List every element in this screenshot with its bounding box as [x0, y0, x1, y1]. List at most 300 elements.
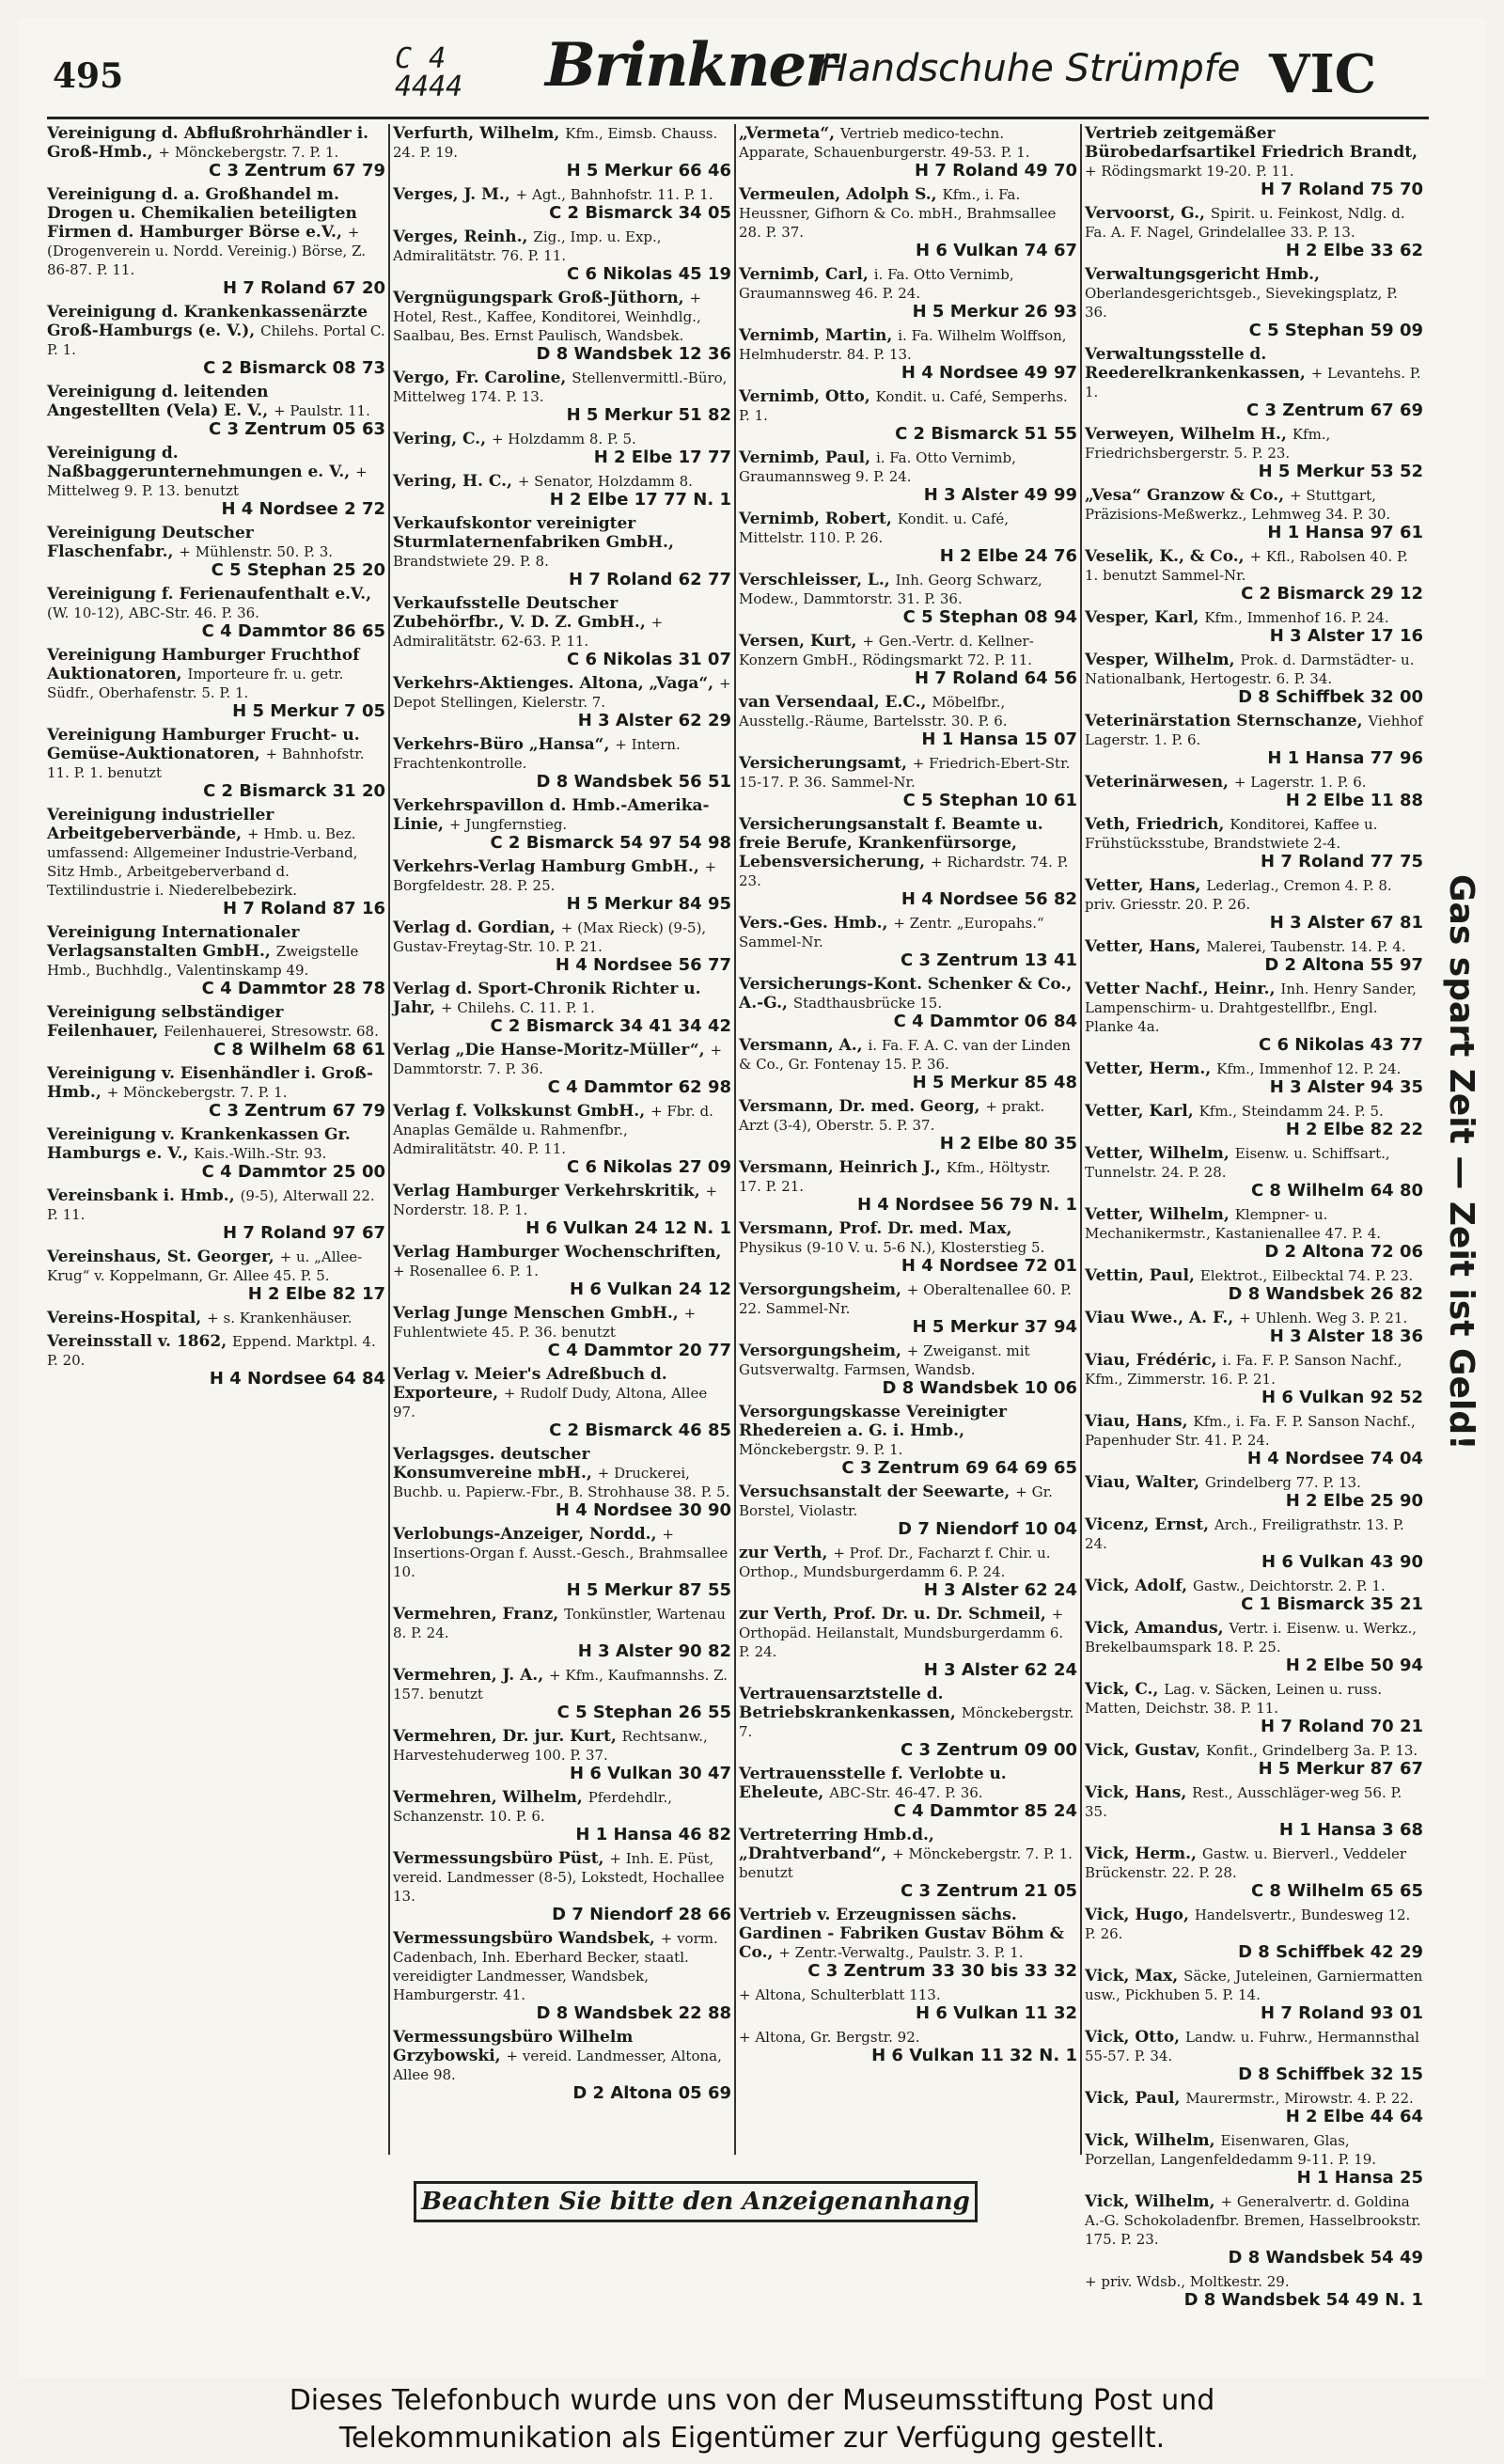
- directory-entry: [739, 1403, 1077, 1478]
- directory-entry: [739, 265, 1077, 322]
- directory-entry: [1085, 265, 1423, 340]
- directory-entry: [1085, 1102, 1423, 1139]
- entry-name: „Vermeta“,: [739, 124, 840, 143]
- entry-name: Vergo, Fr. Caroline,: [393, 369, 572, 387]
- entry-name: Vering, H. C.,: [393, 472, 518, 491]
- entry-name: Verges, Reinh.,: [393, 228, 534, 246]
- entry-name: Vetter, Karl,: [1085, 1102, 1199, 1121]
- entry-name: Vernimb, Otto,: [739, 387, 876, 406]
- entry-address: + u. „Allee-Krug“ v. Koppelmann, Gr. Allee 45. P. 5.: [47, 1248, 363, 1284]
- entry-name: van Versendaal, E.C.,: [739, 693, 932, 712]
- directory-entry: [393, 1102, 731, 1177]
- entry-address: Konditorei, Kaffee u. Frühstücksstube, Brandstwiete 2-4.: [1085, 816, 1378, 852]
- entry-phone: C 2 Bismarck 29 12: [1241, 584, 1423, 604]
- directory-entry: [739, 1826, 1077, 1901]
- entry-name: „Vesa“ Granzow & Co.,: [1085, 486, 1290, 505]
- entry-address: (W. 10-12), ABC-Str. 46. P. 36.: [47, 604, 259, 621]
- entry-phone: H 3 Alster 17 16: [1269, 626, 1423, 646]
- directory-entry: [1085, 1059, 1423, 1097]
- entry-phone: H 3 Alster 62 24: [923, 1660, 1077, 1680]
- directory-entry: [47, 1186, 385, 1243]
- entry-address: + Paulstr. 11.: [274, 402, 370, 419]
- entry-address: Stadthausbrücke 15.: [792, 995, 943, 1012]
- directory-entry: [393, 228, 731, 284]
- directory-entry: [393, 514, 731, 589]
- entry-phone: H 6 Vulkan 74 67: [916, 241, 1077, 260]
- entry-phone: H 7 Roland 64 56: [915, 668, 1077, 688]
- entry-name: Versicherungsanstalt f. Beamte u. freie Berufe, Krankenfürsorge, Lebensversicherung,: [739, 815, 1043, 871]
- entry-address: Elektrot., Eilbecktal 74. P. 23.: [1199, 1267, 1414, 1284]
- entry-phone: C 4 Dammtor 62 98: [547, 1077, 731, 1097]
- entry-phone: D 8 Schiffbek 32 00: [1238, 687, 1423, 707]
- directory-entry: [1085, 2089, 1423, 2127]
- entry-phone: H 4 Nordsee 56 77: [555, 955, 731, 975]
- directory-entry: [1085, 1577, 1423, 1614]
- entry-name: Vick, Hans,: [1085, 1783, 1193, 1802]
- directory-entry: [1085, 425, 1423, 481]
- entry-name: Verlag d. Sport-Chronik Richter u. Jahr,: [393, 980, 701, 1017]
- entry-name: Vick, Herm.,: [1085, 1844, 1202, 1863]
- entry-name: zur Verth, Prof. Dr. u. Dr. Schmeil,: [739, 1605, 1052, 1624]
- entry-phone: C 8 Wilhelm 64 80: [1250, 1181, 1423, 1201]
- entry-phone: H 1 Hansa 25: [1296, 2168, 1423, 2188]
- entry-address: + Mönckebergstr. 7. P. 1. benutzt: [739, 1845, 1073, 1881]
- entry-name: Vernimb, Martin,: [739, 326, 899, 345]
- entry-address: Konfit., Grindelberg 3a. P. 13.: [1205, 1742, 1418, 1759]
- entry-phone: H 6 Vulkan 24 12 N. 1: [525, 1218, 731, 1238]
- entry-address: i. Fa. Otto Vernimb, Graumannsweg 46. P. 24.: [739, 266, 1014, 302]
- entry-phone: C 3 Zentrum 33 30 bis 33 32: [807, 1961, 1077, 1981]
- entry-name: Verlag f. Volkskunst GmbH.,: [393, 1102, 651, 1121]
- entry-phone: H 7 Roland 62 77: [569, 570, 731, 589]
- directory-entry: [739, 975, 1077, 1031]
- entry-address: + Zentr. „Europahs.“ Sammel-Nr.: [739, 915, 1044, 950]
- directory-entry: [47, 303, 385, 378]
- entry-phone: H 2 Elbe 25 90: [1285, 1491, 1423, 1511]
- entry-address: + Rödingsmarkt 19-20. P. 11.: [1085, 163, 1294, 180]
- directory-entry: [47, 185, 385, 298]
- entry-name: Vereinigung d. Naßbaggerunternehmungen e. V.,: [47, 444, 356, 481]
- entry-address: + Mittelweg 9. P. 13. benutzt: [47, 463, 368, 499]
- brand-subtitle: Handschuhe Strümpfe: [820, 47, 1241, 90]
- directory-entry: [393, 1243, 731, 1299]
- entry-phone: H 7 Roland 93 01: [1261, 2003, 1423, 2023]
- entry-phone: H 3 Alster 94 35: [1269, 1077, 1423, 1097]
- entry-name: Vermehren, Franz,: [393, 1605, 565, 1624]
- entry-name: Vick, C.,: [1085, 1680, 1165, 1699]
- entry-name: Vereinigung Internationaler Verlagsanstalten GmbH.,: [47, 923, 300, 961]
- directory-entry: [739, 124, 1077, 180]
- entry-address: Grindelberg 77. P. 13.: [1204, 1474, 1361, 1491]
- entry-name: Vick, Adolf,: [1085, 1577, 1193, 1595]
- entry-address: + Zentr.-Verwaltg., Paulstr. 3. P. 1.: [778, 1944, 1024, 1961]
- directory-entry: [393, 289, 731, 364]
- entry-address: + Mönckebergstr. 7. P. 1.: [158, 144, 339, 161]
- entry-name: Verlag d. Gordian,: [393, 918, 561, 937]
- entry-name: Veselik, K., & Co.,: [1085, 547, 1250, 566]
- entry-address: + Gen.-Vertr. d. Kellner-Konzern GmbH., Rödingsmarkt 72. P. 11.: [739, 633, 1034, 668]
- entry-address: i. Fa. F. P. Sanson Nachf., Kfm., Zimmerstr. 16. P. 21.: [1085, 1352, 1402, 1388]
- directory-entry: [739, 754, 1077, 810]
- entry-address: + Friedrich-Ebert-Str. 15-17. P. 36. Sammel-Nr.: [739, 755, 1071, 791]
- entry-phone: C 4 Dammtor 86 65: [201, 621, 385, 641]
- entry-phone: H 5 Merkur 26 93: [912, 302, 1077, 322]
- directory-entry: [47, 923, 385, 998]
- directory-entry: [1085, 980, 1423, 1055]
- entry-phone: H 5 Merkur 66 46: [566, 161, 731, 180]
- entry-phone: D 7 Niendorf 28 66: [552, 1905, 731, 1924]
- directory-entry: [47, 585, 385, 641]
- directory-entry: [1085, 1309, 1423, 1346]
- directory-entry: [739, 632, 1077, 688]
- entry-address: + Mönckebergstr. 7. P. 1.: [106, 1084, 288, 1101]
- directory-entry: [1085, 1351, 1423, 1407]
- entry-name: Vereinsbank i. Hmb.,: [47, 1186, 241, 1205]
- entry-name: Vetter, Hans,: [1085, 876, 1207, 895]
- entry-phone: C 5 Stephan 25 20: [211, 560, 385, 580]
- entry-phone: H 5 Merkur 84 95: [566, 894, 731, 914]
- entry-address: Eisenwaren, Glas, Porzellan, Langenfeldedamm 9-11. P. 19.: [1085, 2132, 1377, 2168]
- entry-address: + Levantehs. P. 1.: [1085, 365, 1421, 400]
- entry-name: Verwaltungsstelle d. Reederelkrankenkassen,: [1085, 345, 1311, 383]
- entry-address: i. Fa. F. A. C. van der Linden & Co., Gr. Fontenay 15. P. 36.: [739, 1037, 1071, 1073]
- entry-address: + Orthopäd. Heilanstalt, Mundsburgerdamm 6. P. 24.: [739, 1606, 1064, 1660]
- entry-address: + Fbr. d. Anaplas Gemälde u. Rahmenfbr., Admiralitätstr. 40. P. 11.: [393, 1103, 713, 1157]
- directory-entry: [393, 735, 731, 792]
- entry-address: Mönckebergstr. 7.: [739, 1704, 1074, 1740]
- directory-entry: [739, 1483, 1077, 1539]
- directory-entry: [1085, 1783, 1423, 1840]
- entry-phone: H 2 Elbe 17 77: [593, 447, 731, 467]
- entry-phone: D 8 Schiffbek 42 29: [1238, 1942, 1423, 1962]
- directory-entry: [393, 1788, 731, 1844]
- entry-name: Vetter, Wilhelm,: [1085, 1144, 1235, 1163]
- directory-entry: [47, 1332, 385, 1389]
- entry-name: Versicherungs-Kont. Schenker & Co., A.-G.,: [739, 975, 1073, 1012]
- entry-address: + Zweiganst. mit Gutsverwaltg. Farmsen, Wandsb.: [739, 1342, 1030, 1378]
- directory-entry: [393, 1605, 731, 1661]
- directory-entry: [47, 124, 385, 180]
- entry-phone: C 3 Zentrum 67 79: [208, 161, 385, 180]
- entry-phone: H 7 Roland 67 20: [223, 278, 385, 298]
- entry-phone: H 1 Hansa 15 07: [921, 730, 1077, 749]
- entry-phone: D 8 Wandsbek 56 51: [536, 772, 731, 792]
- directory-entry: [739, 326, 1077, 383]
- entry-address: Kondit. u. Café, Semperhs. P. 1.: [739, 388, 1068, 424]
- entry-name: Vick, Gustav,: [1085, 1741, 1206, 1760]
- entry-phone: D 8 Wandsbek 12 36: [536, 344, 731, 364]
- entry-name: Verschleisser, L.,: [739, 571, 896, 589]
- entry-address: Kfm., Höltystr. 17. P. 21.: [739, 1159, 1051, 1195]
- directory-entry: [1085, 876, 1423, 933]
- directory-entry: [393, 1525, 731, 1600]
- entry-phone: H 2 Elbe 17 77 N. 1: [549, 490, 731, 510]
- directory-entry: [393, 796, 731, 853]
- entry-phone: C 6 Nikolas 27 09: [566, 1157, 731, 1177]
- entry-address: Spirit. u. Feinkost, Ndlg. d. Fa. A. F. Nagel, Grindelallee 33. P. 13.: [1085, 205, 1405, 241]
- page-number: 495: [53, 56, 124, 96]
- entry-phone: C 4 Dammtor 06 84: [893, 1012, 1077, 1031]
- entry-address: + Altona, Gr. Bergstr. 92.: [739, 2029, 920, 2046]
- entry-name: Versuchsanstalt der Seewarte,: [739, 1483, 1016, 1501]
- directory-entry: [47, 1003, 385, 1059]
- entry-address: + Insertions-Organ f. Ausst.-Gesch., Brahmsallee 10.: [393, 1526, 728, 1580]
- entry-name: Versmann, Prof. Dr. med. Max,: [739, 1219, 1012, 1238]
- entry-name: Vereins-Hospital,: [47, 1309, 208, 1327]
- directory-entry: [1085, 712, 1423, 768]
- directory-entry: [393, 1727, 731, 1783]
- entry-address: Kfm., i. Fa. Heussner, Gifhorn & Co. mbH., Brahmsallee 28. P. 37.: [739, 186, 1057, 241]
- directory-entry: [739, 510, 1077, 566]
- directory-entry: [47, 1248, 385, 1304]
- entry-phone: C 2 Bismarck 34 41 34 42: [490, 1016, 731, 1036]
- entry-address: + Intern. Frachtenkontrolle.: [393, 736, 681, 772]
- entry-address: Vertr. i. Eisenw. u. Werkz., Brekelbaumspark 18. P. 25.: [1085, 1620, 1417, 1656]
- entry-name: Vetter, Wilhelm,: [1085, 1205, 1235, 1224]
- entry-phone: D 2 Altona 72 06: [1264, 1242, 1423, 1262]
- entry-name: Vereinigung Deutscher Flaschenfabr.,: [47, 524, 254, 561]
- directory-entry: [393, 1365, 731, 1440]
- directory-entry: [47, 444, 385, 519]
- entry-name: Viau, Hans,: [1085, 1412, 1194, 1431]
- entry-name: Vick, Otto,: [1085, 2028, 1186, 2047]
- directory-entry: [393, 980, 731, 1036]
- entry-name: Veterinärstation Sternschanze,: [1085, 712, 1369, 730]
- entry-phone: H 6 Vulkan 92 52: [1261, 1388, 1423, 1407]
- entry-phone: H 5 Merkur 7 05: [232, 701, 385, 721]
- entry-phone: H 3 Alster 62 29: [577, 711, 731, 730]
- directory-entry: [1085, 651, 1423, 707]
- entry-name: Vering, C.,: [393, 430, 492, 448]
- entry-address: + Rudolf Dudy, Altona, Allee 97.: [393, 1385, 708, 1420]
- entry-phone: D 8 Schiffbek 32 15: [1238, 2064, 1423, 2084]
- entry-name: Viau Wwe., A. F.,: [1085, 1309, 1240, 1327]
- entry-name: Verkaufsstelle Deutscher Zubehörfbr., V. D. Z. GmbH.,: [393, 594, 651, 632]
- directory-entry: [393, 1445, 731, 1520]
- entry-phone: H 6 Vulkan 11 32 N. 1: [871, 2046, 1077, 2065]
- entry-phone: H 7 Roland 70 21: [1261, 1717, 1423, 1736]
- entry-name: Vertrauensarztstelle d. Betriebskrankenkassen,: [739, 1685, 962, 1722]
- entry-name: Verlag „Die Hanse-Moritz-Müller“,: [393, 1041, 711, 1059]
- directory-entry: [1085, 486, 1423, 542]
- entry-address: + Kfm., Kaufmannshs. Z. 157. benutzt: [393, 1667, 728, 1703]
- entry-name: zur Verth,: [739, 1544, 834, 1562]
- entry-name: Vermehren, J. A.,: [393, 1666, 550, 1685]
- directory-entry: [739, 185, 1077, 260]
- entry-phone: H 4 Nordsee 30 90: [555, 1500, 731, 1520]
- entry-name: Verlagsges. deutscher Konsumvereine mbH.,: [393, 1445, 598, 1483]
- entry-address: + vorm. Cadenbach, Inh. Eberhard Becker, staatl. vereidigter Landmesser, Wandsbek, Hamburgerstr. 41.: [393, 1930, 718, 2003]
- directory-entry: [1085, 1741, 1423, 1779]
- column-divider: [388, 124, 390, 2155]
- directory-entry: [739, 2028, 1077, 2065]
- directory-entry: [739, 1906, 1077, 1981]
- entry-phone: C 3 Zentrum 69 64 69 65: [841, 1458, 1077, 1478]
- entry-phone: H 5 Merkur 37 94: [912, 1317, 1077, 1337]
- entry-phone: H 4 Nordsee 49 97: [901, 363, 1077, 383]
- entry-name: Vermessungsbüro Püst,: [393, 1849, 610, 1868]
- entry-address: Zweigstelle Hmb., Buchhdlg., Valentinskamp 49.: [47, 943, 359, 979]
- entry-address: + (Drogenverein u. Nordd. Vereinig.) Börse, Z. 86-87. P. 11.: [47, 224, 366, 278]
- entry-name: Vertrieb v. Erzeugnissen sächs. Gardinen - Fabriken Gustav Böhm & Co.,: [739, 1906, 1065, 1962]
- entry-name: Vereinigung d. leitenden Angestellten (Vela) E. V.,: [47, 383, 274, 420]
- entry-address: + Jungfernstieg.: [448, 816, 568, 833]
- entry-phone: H 1 Hansa 46 82: [575, 1825, 731, 1844]
- directory-entry: [1085, 1144, 1423, 1201]
- entry-name: Vereinsstall v. 1862,: [47, 1332, 233, 1351]
- entry-address: + Mühlenstr. 50. P. 3.: [179, 543, 334, 560]
- directory-entry: [739, 1605, 1077, 1680]
- entry-name: Vers.-Ges. Hmb.,: [739, 914, 894, 933]
- entry-name: Vicenz, Ernst,: [1085, 1515, 1214, 1534]
- entry-phone: D 8 Wandsbek 54 49: [1228, 2248, 1423, 2268]
- directory-entry: [739, 571, 1077, 627]
- entry-phone: H 7 Roland 97 67: [223, 1223, 385, 1243]
- column-1: [47, 124, 385, 2155]
- directory-entry: [1085, 1967, 1423, 2023]
- entry-address: Säcke, Juteleinen, Garniermatten usw., Pickhuben 5. P. 14.: [1085, 1968, 1423, 2003]
- directory-entry: [739, 448, 1077, 505]
- entry-phone: C 2 Bismarck 54 97 54 98: [490, 833, 731, 853]
- side-advert: [1443, 874, 1480, 1626]
- entry-address: ABC-Str. 46-47. P. 36.: [829, 1784, 983, 1801]
- entry-phone: C 2 Bismarck 08 73: [203, 358, 385, 378]
- entry-name: Vetter Nachf., Heinr.,: [1085, 980, 1281, 998]
- directory-entry: [393, 1849, 731, 1924]
- entry-address: Handelsvertr., Bundesweg 12. P. 26.: [1085, 1907, 1411, 1942]
- header-rule: [47, 117, 1429, 119]
- entry-phone: H 3 Alster 18 36: [1269, 1326, 1423, 1346]
- entry-phone: C 4 Dammtor 85 24: [893, 1801, 1077, 1821]
- entry-name: Vermehren, Wilhelm,: [393, 1788, 588, 1807]
- entry-phone: H 6 Vulkan 11 32: [916, 2003, 1077, 2023]
- directory-entry: [47, 1064, 385, 1121]
- entry-name: Verges, J. M.,: [393, 185, 516, 204]
- entry-address: Landw. u. Fuhrw., Hermannsthal 55-57. P. 34.: [1085, 2029, 1419, 2064]
- entry-phone: C 5 Stephan 10 61: [902, 791, 1077, 810]
- directory-entry: [739, 1685, 1077, 1760]
- entry-address: Arch., Freiligrathstr. 13. P. 24.: [1085, 1516, 1404, 1552]
- directory-entry: [1085, 815, 1423, 871]
- entry-address: Gastw., Deichtorstr. 2. P. 1.: [1192, 1577, 1386, 1594]
- entry-name: Vernimb, Carl,: [739, 265, 874, 284]
- entry-address: Pferdehdlr., Schanzenstr. 10. P. 6.: [393, 1789, 672, 1825]
- entry-phone: H 4 Nordsee 56 82: [901, 889, 1077, 909]
- entry-name: Vereinigung v. Krankenkassen Gr. Hamburgs e. V.,: [47, 1125, 351, 1163]
- entry-address: Lag. v. Säcken, Leinen u. russ. Matten, Deichstr. 38. P. 11.: [1085, 1681, 1383, 1717]
- directory-entry: [393, 185, 731, 223]
- entry-address: Lederlag., Cremon 4. P. 8. priv. Griesstr. 20. P. 26.: [1085, 877, 1392, 913]
- page-header: [19, 19, 1485, 103]
- directory-entry: [739, 1544, 1077, 1600]
- entry-address: Importeure fr. u. getr. Südfr., Oberhafenstr. 5. P. 1.: [47, 666, 344, 701]
- entry-name: Versorgungskasse Vereinigter Rhedereien a. G. i. Hmb.,: [739, 1403, 1008, 1440]
- directory-entry: [1085, 2028, 1423, 2084]
- entry-name: Versorgungsheim,: [739, 1342, 907, 1360]
- entry-address: Eisenw. u. Schiffsart., Tunnelstr. 24. P. 28.: [1085, 1145, 1390, 1181]
- entry-address: + Generalvertr. d. Goldina A.-G. Schokoladenfbr. Bremen, Hasselbrookstr. 175. P. 23.: [1085, 2193, 1421, 2248]
- entry-name: Vermeulen, Adolph S.,: [739, 185, 943, 204]
- directory-entry: [393, 369, 731, 425]
- entry-address: + Lagerstr. 1. P. 6.: [1233, 774, 1367, 791]
- entry-address: Oberlandesgerichtsgeb., Sievekingsplatz, P. 36.: [1085, 285, 1398, 321]
- entry-address: Tonkünstler, Wartenau 8. P. 24.: [393, 1606, 726, 1641]
- directory-entry: [739, 693, 1077, 749]
- entry-phone: C 2 Bismarck 34 05: [549, 203, 731, 223]
- directory-entry: [1085, 2192, 1423, 2268]
- entry-address: Stellenvermittl.-Büro, Mittelweg 174. P. 13.: [393, 369, 728, 405]
- directory-entry: [739, 1280, 1077, 1337]
- entry-name: Vick, Amandus,: [1085, 1619, 1230, 1638]
- entry-address: Prok. d. Darmstädter- u. Nationalbank, Hertogestr. 6. P. 34.: [1085, 651, 1415, 687]
- entry-phone: H 2 Elbe 80 35: [939, 1134, 1077, 1154]
- directory-entry: [1085, 1266, 1423, 1304]
- directory-entry: [1085, 1412, 1423, 1468]
- entry-name: Vesper, Wilhelm,: [1085, 651, 1241, 669]
- entry-address: + Holzdamm 8. P. 5.: [491, 431, 636, 447]
- entry-name: Vick, Wilhelm,: [1085, 2131, 1221, 2150]
- directory-entry: [739, 387, 1077, 444]
- entry-phone: H 3 Alster 62 24: [923, 1580, 1077, 1600]
- entry-address: Kfm., Eimsb. Chauss. 24. P. 19.: [393, 125, 718, 161]
- section-label: VIC: [1269, 43, 1377, 105]
- entry-name: Verlag Junge Menschen GmbH.,: [393, 1304, 684, 1323]
- entry-name: Vereinigung selbständiger Feilenhauer,: [47, 1003, 284, 1041]
- entry-phone: H 1 Hansa 3 68: [1278, 1820, 1423, 1840]
- entry-phone: H 4 Nordsee 74 04: [1246, 1449, 1423, 1468]
- directory-entry: [47, 1125, 385, 1182]
- entry-address: + Richardstr. 74. P. 23.: [739, 854, 1069, 889]
- entry-phone: H 5 Merkur 87 55: [566, 1580, 731, 1600]
- directory-entry: [47, 524, 385, 580]
- entry-phone: C 3 Zentrum 67 69: [1246, 400, 1423, 420]
- directory-entry: [1085, 1515, 1423, 1572]
- entry-name: Vermehren, Dr. jur. Kurt,: [393, 1727, 622, 1746]
- entry-address: + Oberaltenallee 60. P. 22. Sammel-Nr.: [739, 1281, 1072, 1317]
- phonebook-page: [19, 19, 1485, 2378]
- directory-entry: [1085, 547, 1423, 604]
- entry-name: Vereinigung d. a. Großhandel m. Drogen u. Chemikalien beteiligten Firmen d. Hamburger Börse e.V.,: [47, 185, 357, 242]
- entry-address: + s. Krankenhäuser.: [207, 1310, 352, 1326]
- entry-address: i. Fa. Wilhelm Wolffson, Helmhuderstr. 84. P. 13.: [739, 327, 1067, 363]
- entry-phone: H 6 Vulkan 30 47: [570, 1764, 731, 1783]
- entry-name: Vick, Hugo,: [1085, 1906, 1195, 1924]
- brand-logo: Brinkner: [545, 30, 835, 101]
- entry-name: Versorgungsheim,: [739, 1280, 907, 1299]
- entry-address: Kais.-Wilh.-Str. 93.: [194, 1145, 327, 1162]
- entry-name: Verweyen, Wilhelm H.,: [1085, 425, 1292, 444]
- directory-entry: [47, 1309, 385, 1327]
- directory-entry: [393, 918, 731, 975]
- directory-entry: [47, 646, 385, 721]
- entry-phone: H 4 Nordsee 72 01: [901, 1256, 1077, 1276]
- entry-address: Kfm., Friedrichsbergerstr. 5. P. 23.: [1085, 426, 1331, 462]
- entry-name: Viau, Frédéric,: [1085, 1351, 1223, 1370]
- entry-address: Inh. Georg Schwarz, Modew., Dammtorstr. 31. P. 36.: [739, 572, 1042, 607]
- entry-name: Vereinigung industrieller Arbeitgeberverbände,: [47, 806, 274, 843]
- entry-name: Verkehrs-Verlag Hamburg GmbH.,: [393, 857, 705, 876]
- entry-name: Vernimb, Robert,: [739, 510, 898, 528]
- entry-phone: H 5 Merkur 87 67: [1258, 1759, 1423, 1779]
- directory-entry: [47, 806, 385, 918]
- entry-name: Vereinigung d. Krankenkassenärzte Groß-Hamburgs (e. V.),: [47, 303, 368, 340]
- entry-phone: C 3 Zentrum 21 05: [900, 1881, 1077, 1901]
- entry-name: Vetter, Hans,: [1085, 937, 1207, 956]
- entry-address: Malerei, Taubenstr. 14. P. 4.: [1206, 938, 1406, 955]
- directory-entry: [393, 430, 731, 467]
- entry-name: Vervoorst, G.,: [1085, 204, 1211, 223]
- entry-name: Vertrieb zeitgemäßer Bürobedarfsartikel Friedrich Brandt,: [1085, 124, 1418, 162]
